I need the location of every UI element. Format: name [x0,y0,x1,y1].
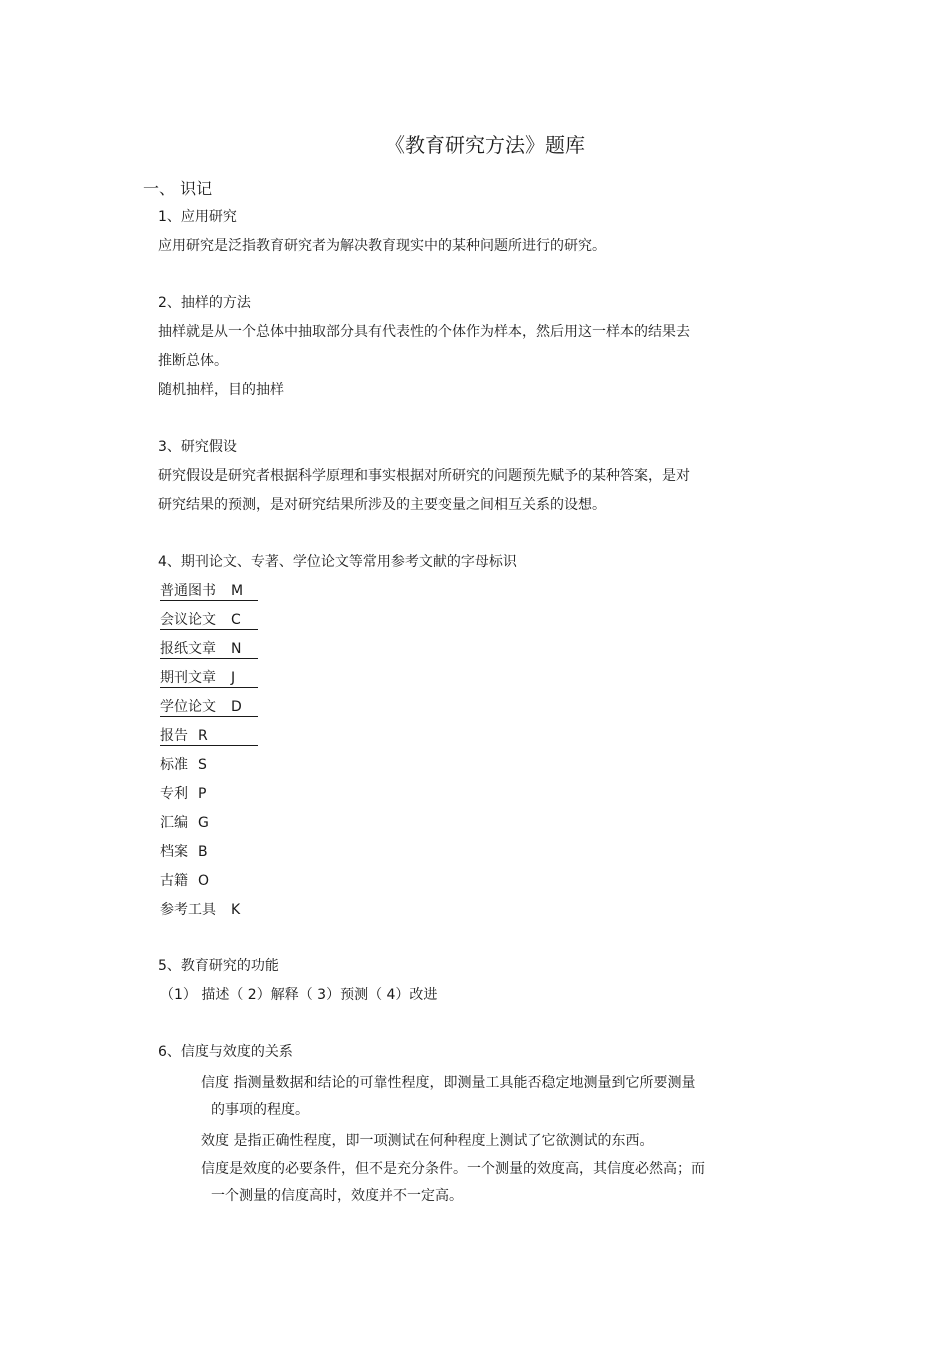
ref-item-label: 期刊文章 [160,670,216,686]
q2-text-line1: 抽样就是从一个总体中抽取部分具有代表性的个体作为样本，然后用这一样本的结果去 [158,324,690,340]
ref-item-label: 汇编 [160,815,188,831]
ref-item-code: B [198,844,208,860]
ref-item-code: J [231,670,236,686]
q2-text-line2: 推断总体。 [158,353,228,369]
q6-validity: 效度 是指正确性程度，即一项测试在何种程度上测试了它欲测试的东西。 [201,1133,654,1149]
ref-item-label: 报告 [160,728,188,744]
ref-item-label: 普通图书 [160,583,216,599]
ref-item-label: 标准 [160,757,188,773]
ref-item-code: C [231,612,241,628]
ref-item-code: P [198,786,207,802]
ref-item-label: 古籍 [160,873,188,889]
section-heading: 一、 识记 [143,179,213,198]
page-title: 《教育研究方法》题库 [385,133,585,157]
ref-item-label: 参考工具 [160,902,216,918]
q6-heading: 6、信度与效度的关系 [158,1044,293,1060]
ref-item-label: 学位论文 [160,699,216,715]
q6-relation-line2: 一个测量的信度高时，效度并不一定高。 [211,1188,463,1204]
ref-item-label: 会议论文 [160,612,216,628]
q5-text: （1） 描述（ 2）解释（ 3）预测（ 4）改进 [160,987,438,1003]
ref-item-underline [160,600,258,601]
ref-item-code: N [231,641,242,657]
q6-reliability-line1: 信度 指测量数据和结论的可靠性程度，即测量工具能否稳定地测量到它所要测量 [201,1075,696,1091]
q4-heading: 4、期刊论文、专著、学位论文等常用参考文献的字母标识 [158,554,517,570]
q3-text-line1: 研究假设是研究者根据科学原理和事实根据对所研究的问题预先赋予的某种答案，是对 [158,468,690,484]
q2-text-line3: 随机抽样，目的抽样 [158,382,284,398]
ref-item-code: G [198,815,209,831]
q5-heading: 5、教育研究的功能 [158,958,279,974]
ref-item-underline [160,629,258,630]
ref-item-code: M [231,583,244,599]
ref-item-underline [160,687,258,688]
q6-relation-line1: 信度是效度的必要条件，但不是充分条件。一个测量的效度高，其信度必然高；而 [201,1161,705,1177]
ref-item-underline [160,745,258,746]
q2-heading: 2、抽样的方法 [158,295,251,311]
q3-text-line2: 研究结果的预测，是对研究结果所涉及的主要变量之间相互关系的设想。 [158,497,606,513]
ref-item-label: 专利 [160,786,188,802]
ref-item-code: K [231,902,241,918]
ref-item-code: R [198,728,208,744]
q3-heading: 3、研究假设 [158,439,237,455]
q6-reliability-line2: 的事项的程度。 [211,1102,309,1118]
ref-item-code: O [198,873,210,889]
ref-item-underline [160,716,258,717]
ref-item-label: 档案 [160,844,188,860]
ref-item-code: D [231,699,242,715]
ref-item-code: S [198,757,207,773]
ref-item-underline [160,658,258,659]
q1-heading: 1、应用研究 [158,209,237,225]
q1-text: 应用研究是泛指教育研究者为解决教育现实中的某种问题所进行的研究。 [158,238,606,254]
ref-item-label: 报纸文章 [160,641,216,657]
